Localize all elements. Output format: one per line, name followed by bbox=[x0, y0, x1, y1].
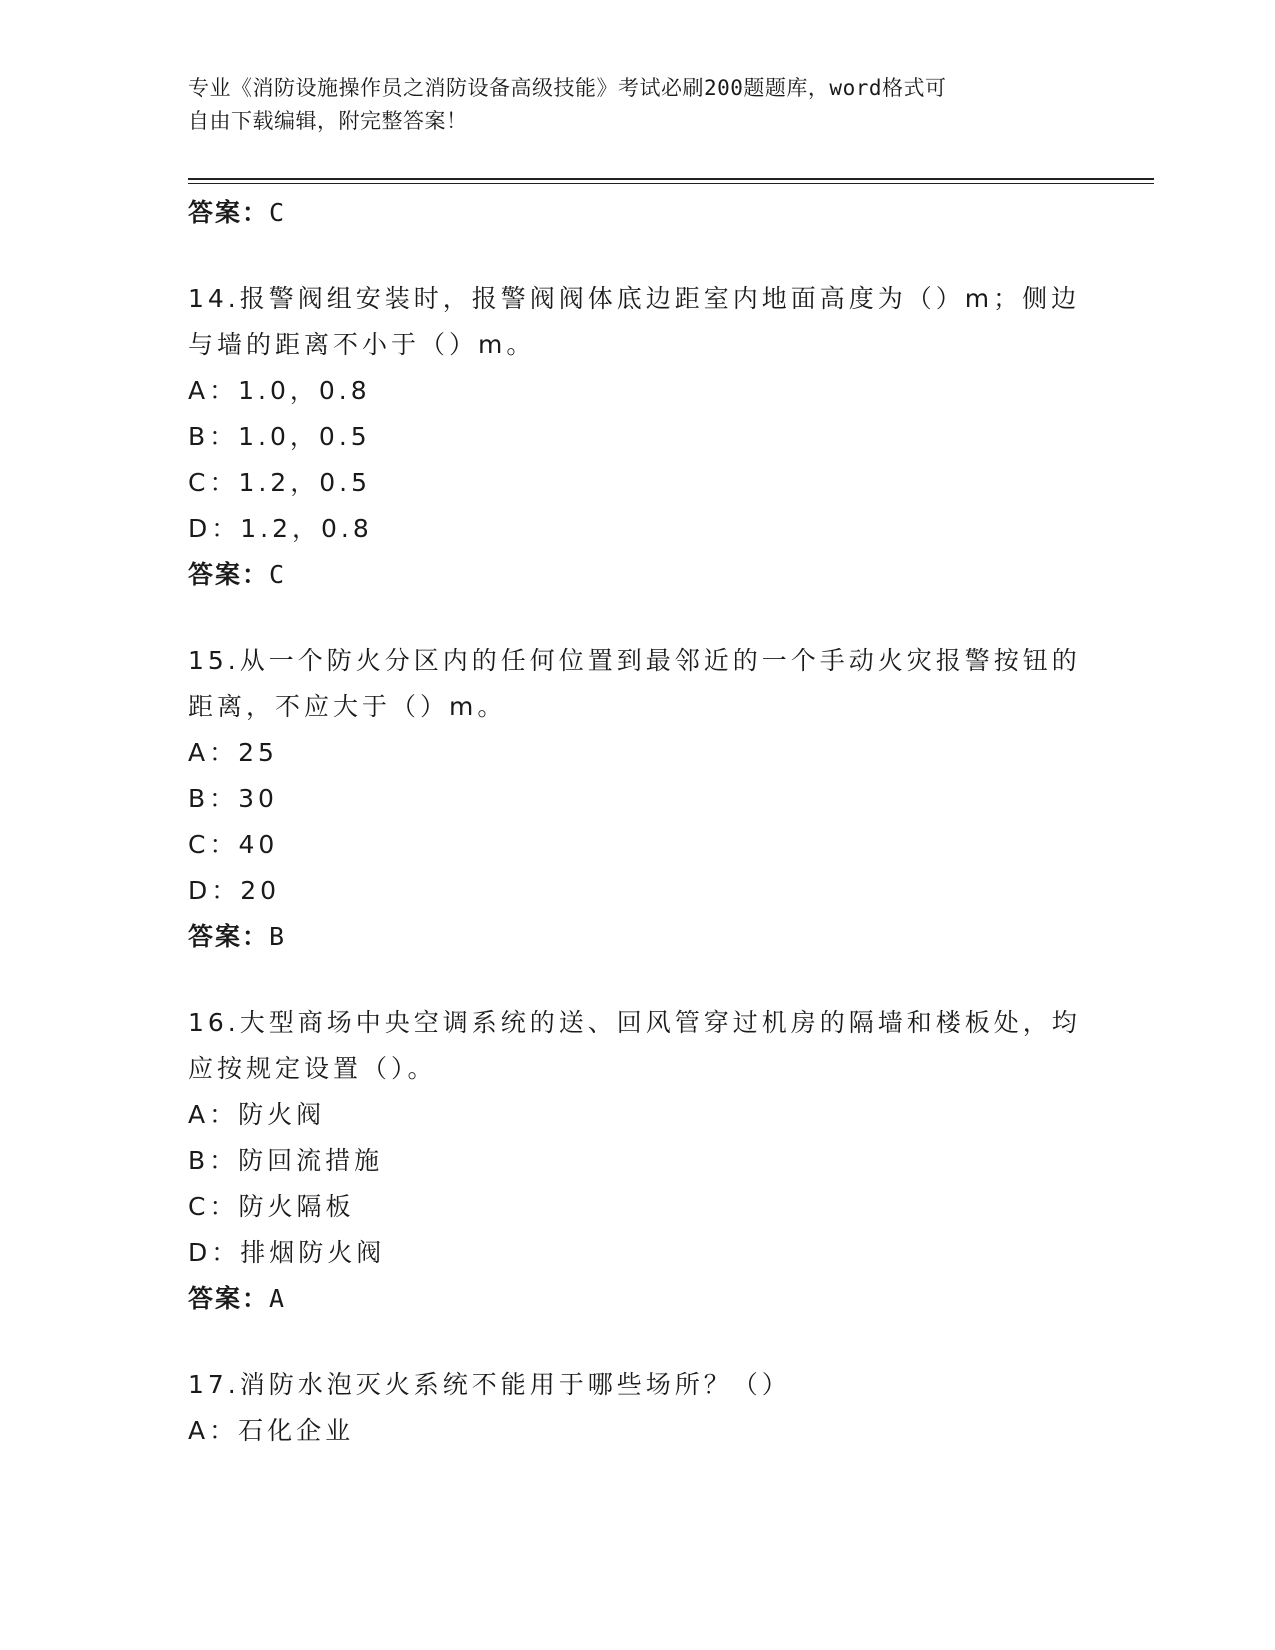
option-a: A：25 bbox=[188, 738, 278, 767]
question-15 bbox=[188, 638, 1088, 960]
answer-label: 答案： bbox=[188, 560, 270, 589]
option-c: C：防火隔板 bbox=[188, 1192, 355, 1221]
answer-line bbox=[188, 1276, 1088, 1322]
answer-label: 答案： bbox=[188, 1284, 270, 1313]
header-line-1: 专业《消防设施操作员之消防设备高级技能》考试必刷200题题库，word格式可 bbox=[188, 76, 947, 100]
header-divider-thick bbox=[188, 178, 1154, 180]
header-line-2: 自由下载编辑，附完整答案！ bbox=[188, 109, 468, 133]
question-stem: 17.消防水泡灭火系统不能用于哪些场所？（） bbox=[188, 1370, 791, 1399]
option-b: B：1.0，0.5 bbox=[188, 422, 371, 451]
option-d: D：排烟防火阀 bbox=[188, 1238, 386, 1267]
option-d: D：20 bbox=[188, 876, 281, 905]
question-stem-cont: 与墙的距离不小于（）m。 bbox=[188, 330, 536, 359]
answer-line bbox=[188, 914, 1088, 960]
header-divider-thin bbox=[188, 183, 1154, 184]
question-stem-cont: 距离，不应大于（）m。 bbox=[188, 692, 507, 721]
answer-label: 答案： bbox=[188, 922, 270, 951]
option-d: D：1.2，0.8 bbox=[188, 514, 373, 543]
option-a: A：1.0，0.8 bbox=[188, 376, 371, 405]
question-16 bbox=[188, 1000, 1088, 1322]
answer-value: C bbox=[269, 198, 287, 227]
option-b: B：防回流措施 bbox=[188, 1146, 384, 1175]
option-b: B：30 bbox=[188, 784, 278, 813]
question-14 bbox=[188, 276, 1088, 598]
answer-value: B bbox=[269, 922, 287, 951]
question-list bbox=[188, 190, 1088, 1454]
answer-value: A bbox=[269, 1284, 287, 1313]
document-header bbox=[188, 72, 1068, 138]
option-a: A：防火阀 bbox=[188, 1100, 326, 1129]
question-17 bbox=[188, 1362, 1088, 1454]
question-stem: 16.大型商场中央空调系统的送、回风管穿过机房的隔墙和楼板处，均 bbox=[188, 1008, 1081, 1037]
question-stem-cont: 应按规定设置（）。 bbox=[188, 1054, 437, 1083]
option-a: A：石化企业 bbox=[188, 1416, 355, 1445]
answer-label: 答案： bbox=[188, 198, 270, 227]
answer-line bbox=[188, 552, 1088, 598]
question-stem: 15.从一个防火分区内的任何位置到最邻近的一个手动火灾报警按钮的 bbox=[188, 646, 1081, 675]
question-stem: 14.报警阀组安装时，报警阀阀体底边距室内地面高度为（）m；侧边 bbox=[188, 284, 1081, 313]
option-c: C：40 bbox=[188, 830, 279, 859]
answer-line bbox=[188, 190, 1088, 236]
answer-value: C bbox=[269, 560, 287, 589]
option-c: C：1.2，0.5 bbox=[188, 468, 371, 497]
